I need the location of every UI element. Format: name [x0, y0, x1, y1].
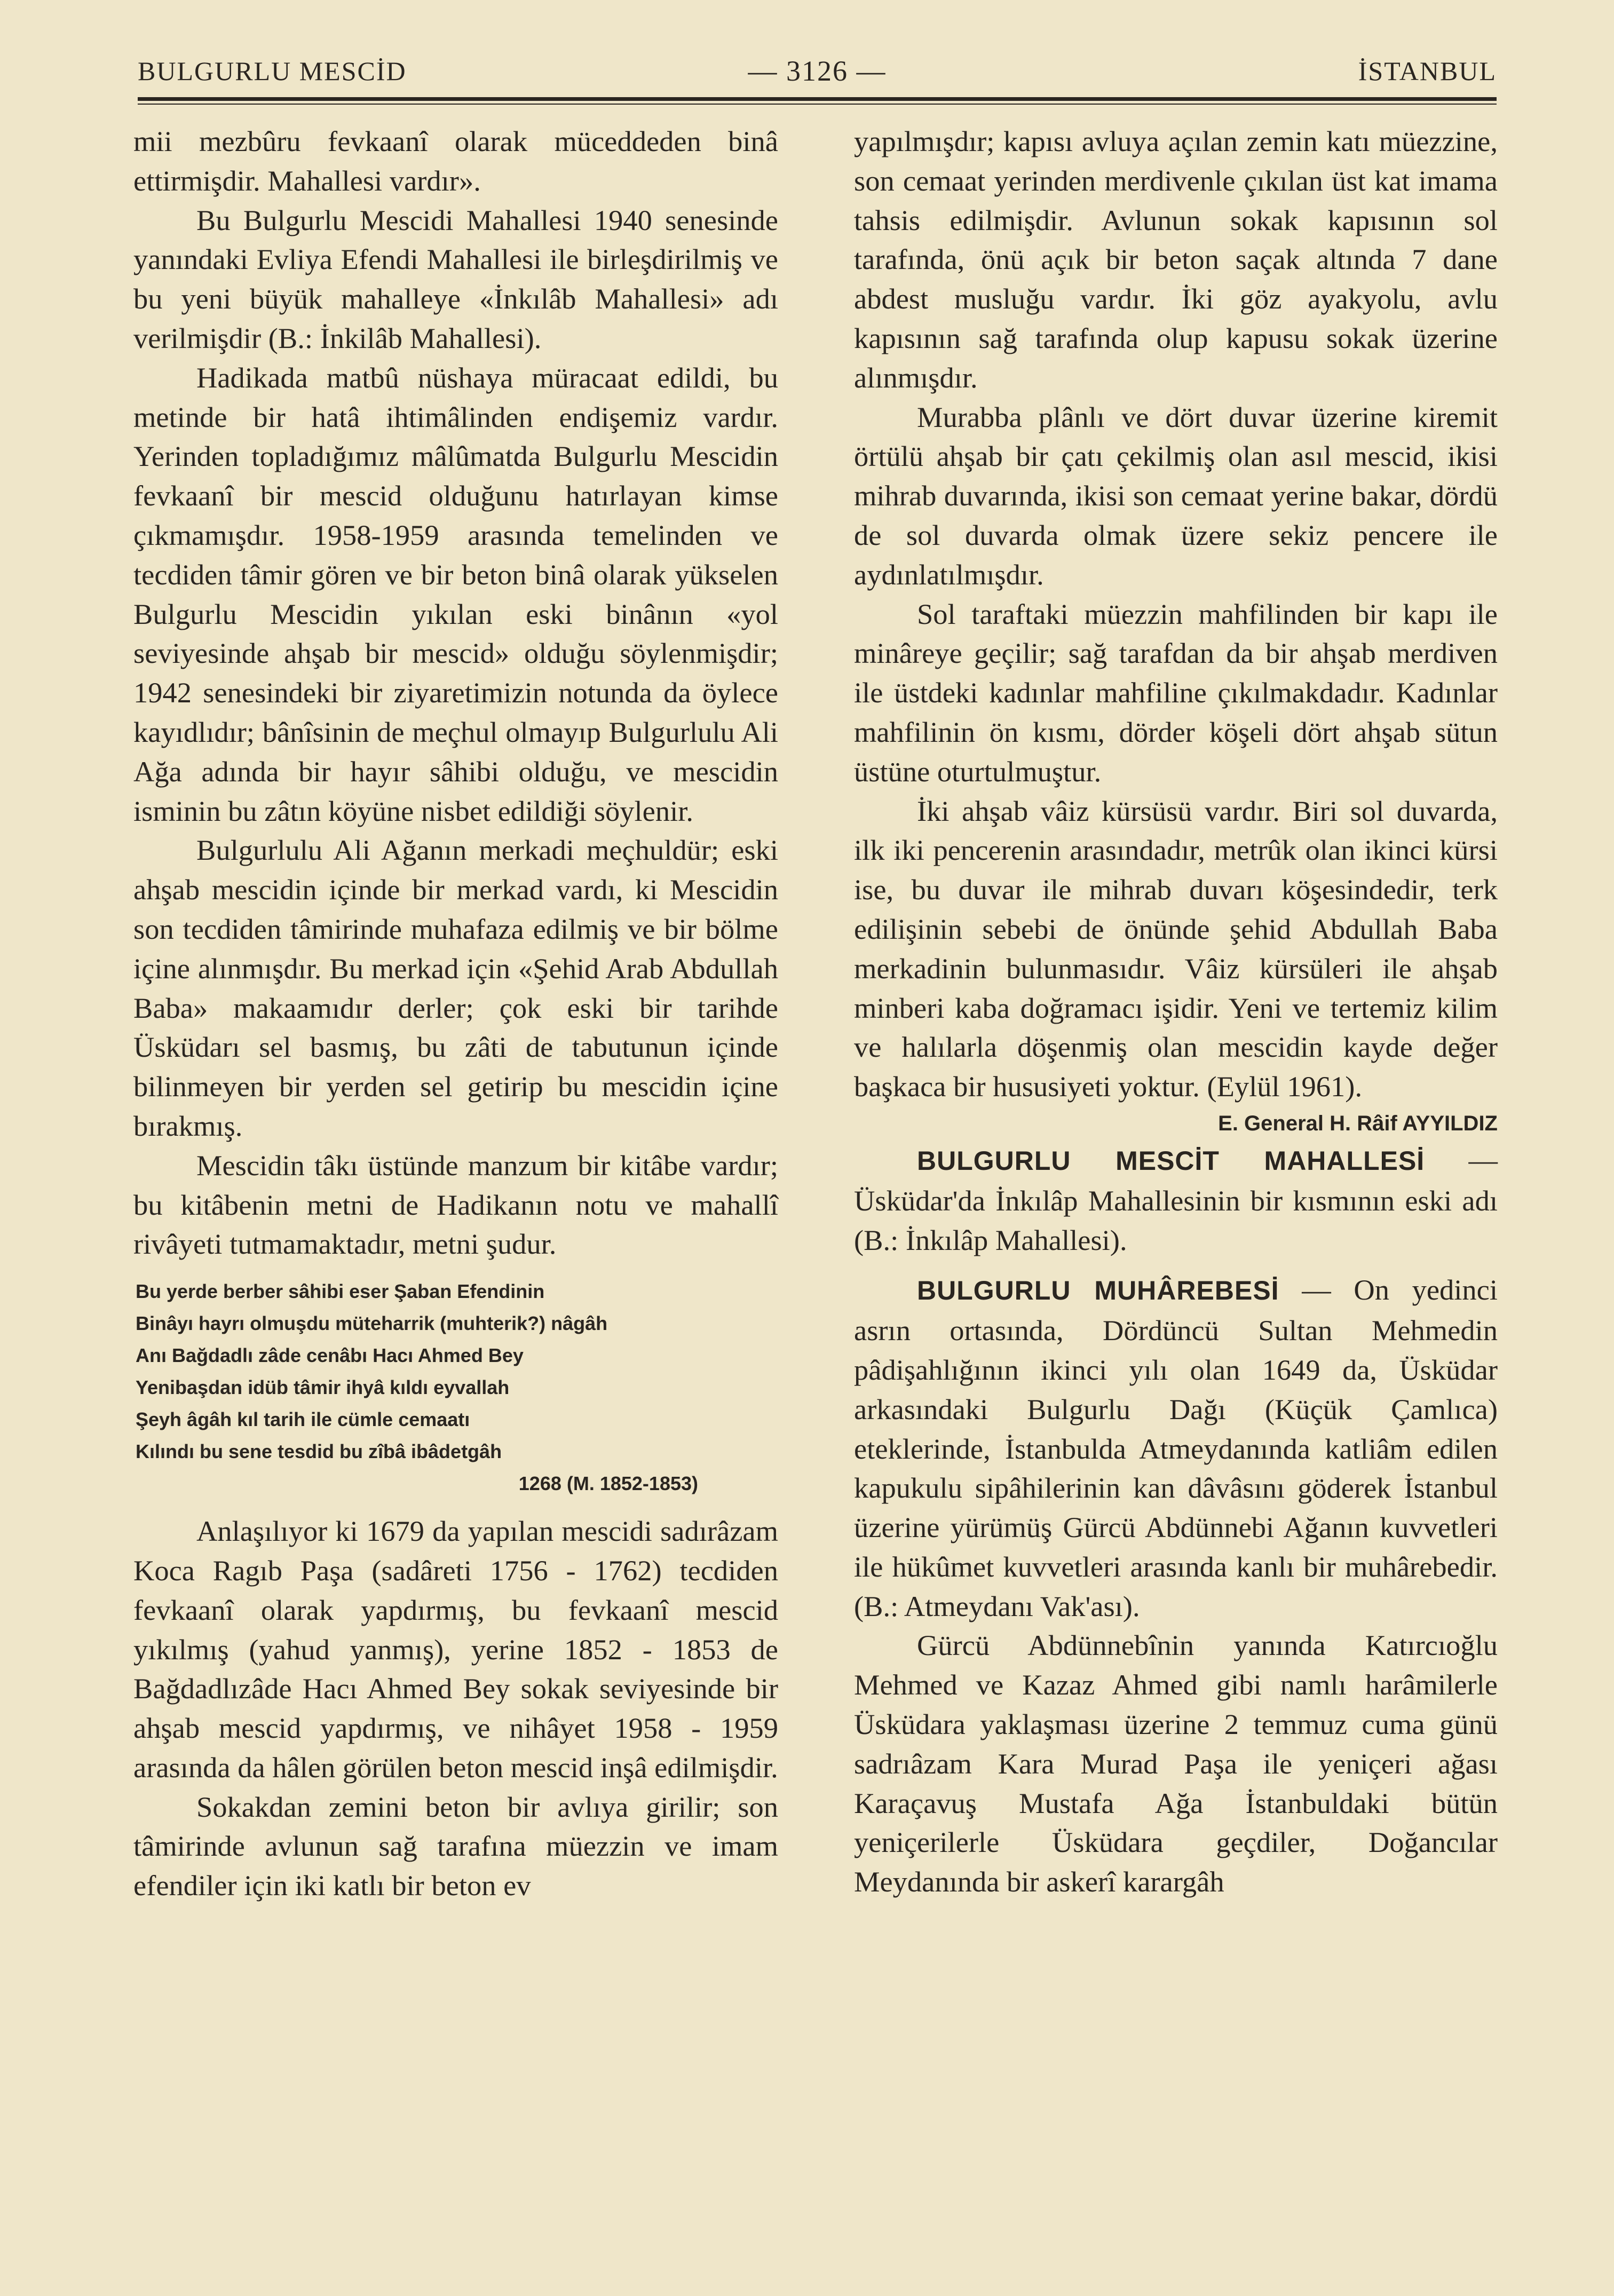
paragraph: Hadikada matbû nüshaya müracaat edildi, bu metinde bir hatâ ihtimâlinden endişemiz vardır. Yerinden topladığımız mâlûmatda Bulgurlu Mescidin fevkaanî bir mescid olduğunu hatırlayan kimse çıkmamışdır. 1958-1959 arasında temelinden ve tecdiden tâmir gören ve bir beton binâ olarak yükselen Bulgurlu Mescidin yıkılan eski binânın «yol seviyesinde ahşab bir mescid» olduğu söylenmişdir; 1942 senesindeki bir ziyaretimizin notunda da öylece kayıdlıdır; bânîsinin de meçhul olmayıp Bulgurlulu Ali Ağa adında bir hayır sâhibi olduğu, ve mescidin isminin bu zâtın köyüne nisbet edildiği söylenir.	[133, 361, 778, 827]
entry-heading: BULGURLU MUHÂREBESİ	[917, 1276, 1279, 1306]
paragraph: Bulgurlulu Ali Ağanın merkadi meçhuldür; eski ahşab mescidin içinde bir merkad vardı, ki Mescidin son tecdiden tâmirinde muhafaza edilmiş ve bir bölme içine alınmışdır. Bu merkad için «Şehid Arab Abdullah Baba» makaamıdır derler; çok eski bir tarihde Üsküdarı sel basmış, bu zâti de tabutunun içinde bilinmeyen bir yerden sel getirip bu mescidin içine bırakmış.	[133, 834, 778, 1142]
inscription-date: 1268 (M. 1852-1853)	[518, 1472, 698, 1495]
author-signature: E. General H. Râif AYYILDIZ	[1218, 1111, 1498, 1135]
entry-heading: BULGURLU MESCİT MAHALLESİ	[917, 1145, 1425, 1176]
paragraph: Bu Bulgurlu Mescidi Mahallesi 1940 senesinde yanındaki Evliya Efendi Mahallesi ile birleşdirilmiş ve bu yeni büyük mahalleye «İnkılâb Mahallesi» adı verilmişdir (B.: İnkilâb Mahallesi).	[133, 203, 778, 354]
left-column	[133, 122, 778, 1905]
page-number: — 3126 —	[748, 55, 887, 87]
spacer	[854, 1260, 1498, 1270]
inscription-line: Şeyh âgâh kıl tarih ile cümle cemaatı	[136, 1408, 470, 1431]
paragraph: Murabba plânlı ve dört duvar üzerine kiremit örtülü ahşab bir çatı çekilmiş olan asıl mescid, ikisi mihrab duvarında, ikisi son cemaat yerine bakar, dördü de sol duvarda olmak üzere sekiz pencere ile aydınlatılmışdır.	[854, 400, 1498, 591]
paragraph: mii mezbûru fevkaanî olarak müceddeden binâ ettirmişdir. Mahallesi vardır».	[133, 125, 778, 197]
paragraph: Mescidin tâkı üstünde manzum bir kitâbe vardır; bu kitâbenin metni de Hadikanın notu ve mahallî rivâyeti tutmamaktadır, metni şudur.	[133, 1149, 778, 1261]
entry-text: — On yedinci asrın ortasında, Dördüncü Sultan Mehmedin pâdişahlığının ikinci yılı olan 1649 da, Üsküdar arkasındaki Bulgurlu Dağı (Küçük Çamlıca) eteklerinde, İstanbulda Atmeydanında katliâm edilen kapukulu sipâhilerinin kan dâvâsını göderek İstanbul üzerine yürümüş Gürcü Abdünnebi Ağanın kuvvetleri ile hükûmet kuvvetleri arasında kanlı bir muhârebedir. (B.: Atmeydanı Vak'ası).	[854, 1273, 1498, 1622]
paragraph: İki ahşab vâiz kürsüsü vardır. Biri sol duvarda, ilk iki pencerenin arasındadır, metrûk olan ikinci kürsi ise, bu duvar ile mihrab duvarı köşesindedir, terk edilişinin sebebi de önünde şehid Abdullah Baba merkadinin bulunmasıdır. Vâiz kürsüleri ile ahşab minberi kaba doğramacı işidir. Yeni ve tertemiz kilim ve halılarla döşenmiş olan mescidin kayde değer başkaca bir hususiyeti yoktur. (Eylül 1961).	[854, 794, 1498, 1103]
header-entry-name: BULGURLU MESCİD	[138, 56, 407, 86]
paragraph: Sol taraftaki müezzin mahfilinden bir kapı ile minâreye geçilir; sağ tarafdan da bir ahşab merdiven ile üstdeki kadınlar mahfiline çıkılmakdadır. Kadınlar mahfilinin ön kısmı, dörder köşeli dört ahşab sütun üstüne oturtulmuştur.	[854, 597, 1498, 788]
running-header	[138, 52, 1497, 100]
inscription-line: Yenibaşdan idüb tâmir ihyâ kıldı eyvallah	[136, 1376, 510, 1399]
inscription-line: Bu yerde berber sâhibi eser Şaban Efendinin	[136, 1280, 545, 1303]
paragraph: Gürcü Abdünnebînin yanında Katırcıoğlu Mehmed ve Kazaz Ahmed gibi namlı harâmilerle Üsküdara yaklaşması üzerine 2 temmuz cuma günü sadrıâzam Kara Murad Paşa ile yeniçeri ağası Karaçavuş Mustafa Ağa İstanbuldaki bütün yeniçerilerle Üsküdara geçdiler, Doğancılar Meydanında bir askerî karargâh	[854, 1629, 1498, 1898]
inscription-line: Binâyı hayrı olmuşdu müteharrik (muhterik?) nâgâh	[136, 1312, 608, 1335]
paragraph: Anlaşılıyor ki 1679 da yapılan mescidi sadırâzam Koca Ragıb Paşa (sadâreti 1756 - 1762) tecdiden fevkaanî olarak yapdırmış, bu fevkaanî mescid yıkılmış (yahud yanmış), yerine 1852 - 1853 de Bağdadlızâde Hacı Ahmed Bey sokak seviyesinde bir ahşab mescid yapdırmış, ve nihâyet 1958 - 1959 arasında da hâlen görülen beton mescid inşâ edilmişdir.	[133, 1515, 778, 1784]
inscription-line: Anı Bağdadlı zâde cenâbı Hacı Ahmed Bey	[136, 1344, 524, 1367]
entry-bulgurlu-muharebesi	[854, 1270, 1498, 1626]
right-column	[854, 122, 1498, 1902]
paragraph: Sokakdan zemini beton bir avlıya girilir; son tâmirinde avlunun sağ tarafına müezzin ve imam efendiler için iki katlı bir beton ev	[133, 1790, 778, 1902]
header-rule-thin	[138, 104, 1497, 105]
entry-text: — Üsküdar'da İnkılâp Mahallesinin bir kısmının eski adı (B.: İnkılâp Mahallesi).	[854, 1143, 1498, 1256]
inscription-text	[133, 1276, 778, 1500]
entry-bulgurlu-mescit-mahallesi	[854, 1141, 1498, 1260]
header-rule-thick	[138, 97, 1497, 101]
header-section: İSTANBUL	[1358, 56, 1497, 86]
paragraph: yapılmışdır; kapısı avluya açılan zemin katı müezzine, son cemaat yerinden merdivenle çıkılan üst kat imama tahsis edilmişdir. Avlunun sokak kapısının sol tarafında, önü açık bir beton saçak altında 7 dane abdest musluğu vardır. İki göz ayakyolu, avlu kapısının sağ tarafında olup kapusu sokak üzerine alınmışdır.	[854, 125, 1498, 394]
inscription-line: Kılındı bu sene tesdid bu zîbâ ibâdetgâh	[136, 1440, 502, 1463]
